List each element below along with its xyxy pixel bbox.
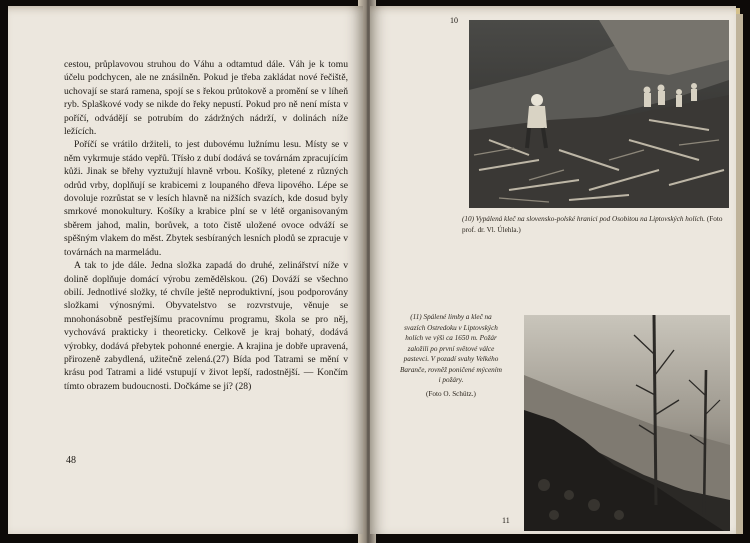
page-number-top: 10 bbox=[450, 16, 458, 25]
burnt-trees-photo-icon bbox=[524, 315, 730, 531]
dead-forest-photo-icon bbox=[469, 20, 729, 208]
body-text bbox=[64, 58, 348, 393]
caption-text: (10) Vypálená kleč na slovensko-polské hranici pod Osobitou na Liptovských holích. bbox=[462, 215, 706, 223]
page-number-bottom: 11 bbox=[502, 516, 510, 525]
photo-credit: (Foto O. Schütz.) bbox=[426, 389, 476, 398]
right-page bbox=[370, 6, 736, 534]
photo-credit: (Foto prof. dr. Vl. Úlehla.) bbox=[462, 215, 723, 234]
paragraph: cestou, průplavovou struhou do Váhu a odtamtud dále. Váh je k tomu účelu podchycen, ale ne znásilněn. Pokud je třeba zakládat nové řečiště, uchovají se stará ramena, spojí se s řekou průtokově a promění se v líheň ryb. Splaškové vody se nikde do řeky nepustí. Pokud pro ně není místa v poříčí, odvádějí se potrubím do zádržných nádrží, v dolinách níže ležících. bbox=[64, 59, 348, 138]
paragraph: Poříčí se vrátilo držiteli, to jest dubovému lužnímu lesu. Místy se v něm vykrmuje stádo vepřů. Třísło z dubí dodává se továrnám zpracujícím kůži. Jinak se břehy vyztužují hlavně vrbou. Košíky, pletené z různých odrůd vrby, doplňují se krabicemi z loupaného dřeva lipového. Lépe se dovoluje rozrůstat se v lesích hlavně na nižších svazích, kde dosud byly smrkové monokultury. Košíky a krabice plní se v létě organisovaným sběrem jahod, malin, borůvek, a toto čistě uložené ovoce odváží se spěšným vlakem do měst. Zbytek sesbíraných lesních plodů se zpracuje v továrnách na marmeládu. bbox=[64, 139, 348, 258]
photo-1-caption bbox=[462, 214, 730, 235]
caption-text: (11) Spálené limby a kleč na svazích Ostredoku v Liptovských holích ve výši ca 1650 m. Požár založili po první světové válce pastevci. V pozadí svahy Velkého Baranče, rovněž poničené mýcením i požáry. bbox=[400, 313, 502, 384]
photo-2-caption bbox=[400, 312, 502, 399]
paragraph: A tak to jde dále. Jedna složka zapadá do druhé, zelinářství níže v dolině doplňuje domácí výrobu zemědělskou. (26) Dováží se všechno obilí. Jednotlivé složky, té chvíle ještě neproduktivní, jsou podporovány složkami výnosnými. Obyvatelstvo se rozvrstvuje, věnuje se mnohonásobně pestřejšímu pracovnímu programu, škola se pro něj, vychovává prakticky i theoreticky. Celkově je kraj bohatý, dodává výrobky, dodává přebytek pohonné energie. A krajina je dobře upravená, přirozeně zabydlená, užitečně zelená.(27) Bída pod Tatrami se mění v krásu pod Tatrami a lidé vstupují v život lepší, radostnější. — Končím tímto obrazem budoucnosti. Dočkáme se jí? (28) bbox=[64, 260, 348, 392]
left-page bbox=[8, 6, 363, 534]
page-edge-right bbox=[736, 14, 743, 534]
forest-photo-1 bbox=[469, 20, 729, 208]
forest-photo-2 bbox=[524, 315, 730, 531]
page-number: 48 bbox=[66, 455, 76, 466]
